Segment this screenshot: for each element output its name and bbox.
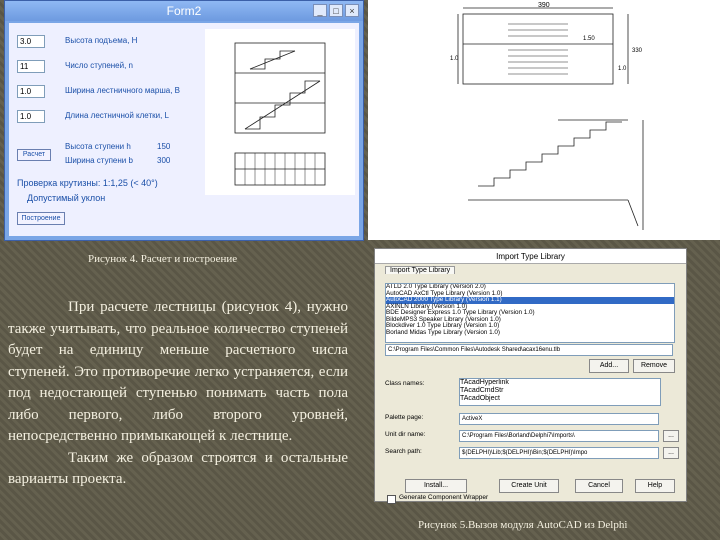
library-item[interactable]: ATLD 2.0 Type Library (Version 2.0) bbox=[386, 283, 486, 290]
search-path-browse-button[interactable]: ... bbox=[663, 447, 679, 459]
flight-width-label: Ширина лестничного марша, В bbox=[65, 86, 180, 95]
dim-mid: 1.50 bbox=[583, 36, 595, 42]
library-list[interactable] bbox=[385, 283, 675, 343]
steps-count-input[interactable]: 11 bbox=[17, 60, 45, 73]
class-name-item: TAcadObject bbox=[460, 395, 500, 402]
search-path-label: Search path: bbox=[385, 448, 422, 455]
add-button[interactable]: Add... bbox=[589, 359, 629, 373]
step-height-label: Высота ступени h bbox=[65, 142, 131, 151]
unit-dir-label: Unit dir name: bbox=[385, 431, 426, 438]
build-button[interactable]: Построение bbox=[17, 212, 65, 225]
tab-import-type-library[interactable]: Import Type Library bbox=[385, 266, 455, 274]
class-names-list[interactable] bbox=[459, 378, 661, 406]
library-item-selected[interactable]: AutoCAD 2000 Type Library (Version 1.1) bbox=[386, 297, 674, 304]
dialog-titlebar bbox=[375, 249, 686, 264]
unit-dir-input[interactable]: C:\Program Files\Borland\Delphi7\Imports\ bbox=[459, 430, 659, 442]
dim-right-top: 1.0 bbox=[618, 66, 627, 72]
unit-dir-browse-button[interactable]: ... bbox=[663, 430, 679, 442]
palette-select[interactable]: ActiveX bbox=[459, 413, 659, 425]
class-name-item: TAcadHyperlink bbox=[460, 379, 509, 386]
flight-width-input[interactable]: 1.0 bbox=[17, 85, 45, 98]
generate-wrapper-label: Generate Component Wrapper bbox=[399, 494, 489, 501]
search-path-input[interactable]: $(DELPHI)\Lib;$(DELPHI)\Bin;$(DELPHI)\Impo bbox=[459, 447, 659, 459]
paragraph-1: При расчете лестницы (рисунок 4), нужно также учитывать, что реальное количество ступеней будет на единицу меньше расчетного числа ступеней. Это противоречие легко устраняется, если под недостающей ступенью понимать часть пола либо первого, либо второго уровней, непосредственно примыкающей к лестнице. bbox=[8, 299, 348, 444]
library-path: C:\Program Files\Common Files\Autodesk Shared\acax16enu.tlb bbox=[385, 344, 673, 356]
window-controls bbox=[313, 4, 359, 17]
steps-count-label: Число ступеней, n bbox=[65, 61, 133, 70]
library-item[interactable]: Blockdiver 1.0 Type Library (Version 1.0) bbox=[386, 322, 500, 329]
import-type-library-dialog bbox=[374, 248, 687, 502]
calc-button[interactable]: Расчет bbox=[17, 149, 51, 161]
form2-client bbox=[9, 23, 359, 236]
library-item[interactable]: BildeMPS3 Speaker Library (Version 1.0) bbox=[386, 315, 501, 323]
palette-label: Palette page: bbox=[385, 414, 424, 421]
minimize-icon[interactable]: _ bbox=[313, 4, 327, 17]
figure-5-caption: Рисунок 5.Вызов модуля AutoCAD из Delphi bbox=[418, 519, 628, 531]
stairwell-length-label: Длина лестничной клетки, L bbox=[65, 111, 170, 120]
paragraph-2: Таким же образом строятся и остальные варианты проекта. bbox=[8, 449, 348, 487]
library-item[interactable]: AXINLN Library (Version 1.0) bbox=[386, 302, 468, 310]
form2-titlebar bbox=[5, 1, 363, 21]
stairwell-length-input[interactable]: 1.0 bbox=[17, 110, 45, 123]
form2-title: Form2 bbox=[166, 4, 202, 18]
library-item[interactable]: BDE Designer Express 1.0 Type Library (Version 1.0) bbox=[386, 309, 535, 316]
help-button[interactable]: Help bbox=[635, 479, 675, 493]
height-label: Высота подъема, Н bbox=[65, 36, 138, 45]
class-names-label: Class names: bbox=[385, 380, 425, 387]
class-name-item: TAcadCmdStr bbox=[460, 387, 504, 394]
dim-left-top: 1.0 bbox=[450, 56, 459, 62]
maximize-icon[interactable]: □ bbox=[329, 4, 343, 17]
step-width-value: 300 bbox=[157, 156, 171, 165]
stair-preview bbox=[205, 29, 355, 195]
dim-top: 390 bbox=[538, 2, 550, 9]
step-height-value: 150 bbox=[157, 142, 171, 151]
body-text bbox=[8, 297, 348, 491]
step-width-label: Ширина ступени b bbox=[65, 156, 133, 165]
cad-drawing bbox=[368, 0, 720, 240]
slope-status-text: Допустимый уклон bbox=[27, 193, 106, 203]
install-button[interactable]: Install... bbox=[405, 479, 467, 493]
library-item[interactable]: AutoCAD AxCtl Type Library (Version 1.0) bbox=[386, 289, 503, 297]
library-item[interactable]: Borland Midas Type Library (Version 1.0) bbox=[386, 328, 500, 336]
close-icon[interactable]: × bbox=[345, 4, 359, 17]
dim-right: 330 bbox=[632, 48, 643, 54]
height-input[interactable]: 3.0 bbox=[17, 35, 45, 48]
form2-window bbox=[4, 0, 364, 241]
cad-drawing-svg bbox=[368, 0, 720, 240]
remove-button[interactable]: Remove bbox=[633, 359, 675, 373]
dialog-title: Import Type Library bbox=[496, 251, 565, 261]
cancel-button[interactable]: Cancel bbox=[575, 479, 623, 493]
figure-4-caption: Рисунок 4. Расчет и построение bbox=[88, 253, 238, 265]
generate-wrapper-checkbox[interactable] bbox=[387, 495, 396, 504]
steepness-check-text: Проверка крутизны: 1:1,25 (< 40°) bbox=[17, 178, 158, 188]
create-unit-button[interactable]: Create Unit bbox=[499, 479, 559, 493]
